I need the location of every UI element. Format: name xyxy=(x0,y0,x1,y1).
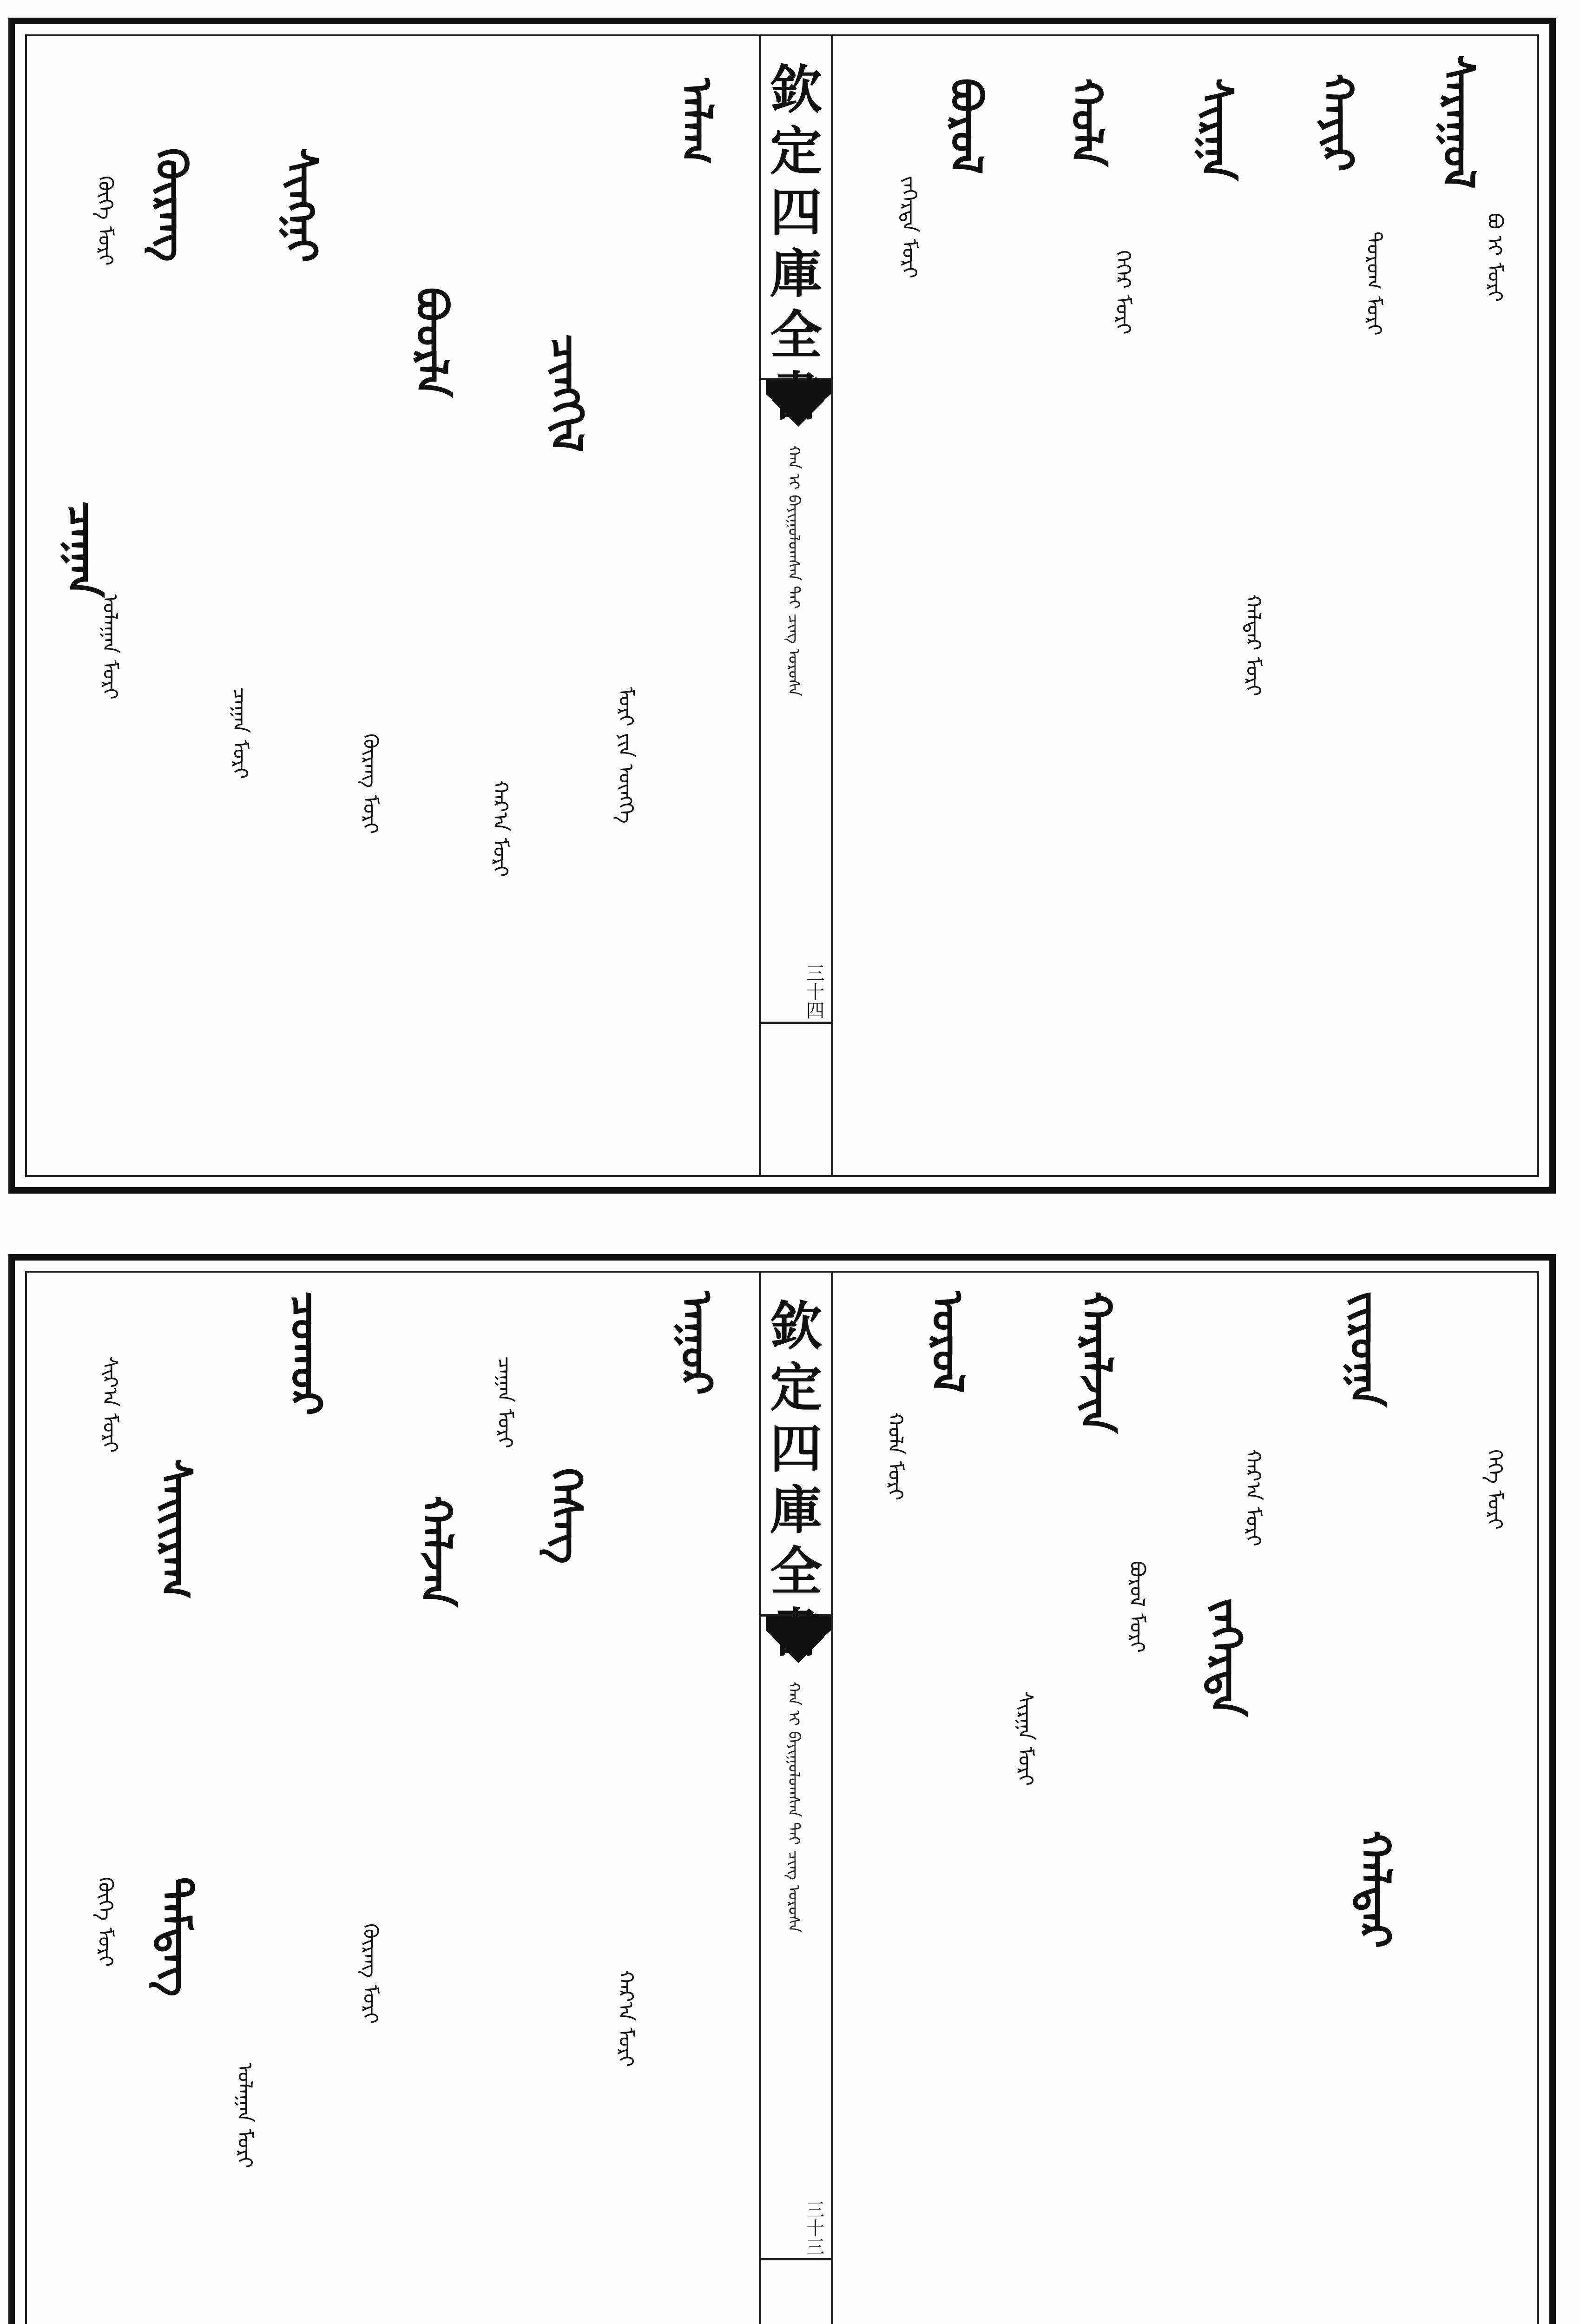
top-page-fold-column xyxy=(759,36,833,1175)
entry-head: ᠰᠢᠷᠭᠠ xyxy=(1192,78,1242,181)
fold-title-char: 欽 xyxy=(770,1296,822,1357)
entry-gloss: ᠬᠠᠷ᠎ᠠ ᠮᠤᠷᠢ xyxy=(488,780,512,877)
entry-gloss: ᠴᠠᠭᠠᠨ ᠮᠤᠷᠢ xyxy=(493,1356,517,1448)
entry-head: ᠬᠤᠯᠠ xyxy=(1062,78,1112,167)
fold-title-char: 欽 xyxy=(770,59,822,120)
entry-gloss: ᠤᠯᠠᠭᠠᠨ ᠮᠤᠷᠢ xyxy=(233,2063,257,2168)
entry-head: ᠬᠠᠯᠲᠠᠷ xyxy=(1350,1830,1400,1948)
entry-gloss: ᠬᠤᠯᠠ ᠮᠤᠷᠢ xyxy=(883,1412,907,1500)
fish-tail-ornament xyxy=(766,1617,831,1668)
fold-title-char: 定 xyxy=(770,1357,822,1418)
fold-title-char: 定 xyxy=(770,121,822,182)
entry-gloss: ᠰᠢᠷᠭᠠ ᠮᠤᠷᠢ xyxy=(1014,1691,1037,1786)
top-fold-page-number: 三十四 xyxy=(803,964,824,1019)
entry-head: ᠪᠤᠷᠤᠯ xyxy=(941,78,991,175)
fold-divider xyxy=(761,1022,831,1024)
entry-head: ᠬᠠᠷᠠᠯᠵᠢᠨ xyxy=(1071,1291,1121,1433)
entry-head: ᠰᠠᠷᠠᠭᠤᠯ xyxy=(1434,55,1483,189)
entry-gloss: ᠬᠦᠬᠡ ᠮᠤᠷᠢ xyxy=(93,176,117,266)
entry-gloss: ᠪᠤ ᠢ ᠮᠤᠷᠢ xyxy=(1483,213,1507,302)
top-fold-text: ᠬᠠᠨ ᠢ ᠪᠠᠶᠢᠭᠤᠯᠤᠭᠰᠠᠨ ᠳᠠᠢ ᠴᠢᠩ ᠤᠷᠤᠰᠠ xyxy=(784,445,803,696)
bottom-fold-page-number: 三十三 xyxy=(803,2200,824,2256)
entry-head: ᠲᠡᠮᠳᠡᠭ xyxy=(151,1877,201,1997)
entry-gloss: ᠬᠡᠭᠡᠷ ᠮᠤᠷᠢ xyxy=(1111,250,1135,335)
fold-title-char: 四 xyxy=(770,182,822,243)
entry-head: ᠴᠢᠩᠭᠢᠯ xyxy=(541,334,591,453)
entry-gloss: ᠬᠠᠷ᠎ᠠ ᠮᠤᠷᠢ xyxy=(614,1970,638,2067)
entry-gloss: ᠰᠢᠷ᠎ᠠ ᠮᠤᠷᠢ xyxy=(98,1356,122,1453)
entry-gloss: ᠮᠤᠷᠢ ᠶᠢᠨ ᠦᠩᠭᠡ xyxy=(614,687,638,824)
fold-title-char: 全 xyxy=(770,1541,822,1602)
entry-gloss: ᠬᠦᠬᠡ ᠮᠤᠷᠢ xyxy=(93,1877,117,1967)
entry-head: ᠴᠠᠭᠠᠨ xyxy=(58,501,108,598)
top-page-inner-border xyxy=(25,34,1539,1177)
entry-gloss: ᠬᠦᠷᠡᠩ ᠮᠤᠷᠢ xyxy=(358,1923,382,2024)
bottom-page-inner-border xyxy=(25,1271,1539,2324)
entry-gloss: ᠬᠦᠷᠡᠩ ᠮᠤᠷᠢ xyxy=(358,733,382,834)
entry-gloss: ᠤᠯᠠᠭᠠᠨ ᠮᠤᠷᠢ xyxy=(98,594,122,700)
entry-head: ᠰᠢᠩᠭ᠋ᠢ xyxy=(276,148,326,263)
entry-head: ᠬᠠᠶᠢᠷ xyxy=(1313,73,1363,172)
entry-head: ᠵᠡᠭᠡᠷᠳᠡ xyxy=(1201,1598,1251,1717)
top-fold-title xyxy=(761,46,831,380)
entry-head: ᠠᠭᠤᠷ xyxy=(672,1291,721,1395)
entry-head: ᠬᠦᠷᠡᠩ xyxy=(146,148,196,262)
entry-gloss: ᠭᠡᠭᠡ ᠮᠤᠷᠢ xyxy=(1483,1449,1507,1530)
entry-gloss: ᠲᠤᠷᠤᠭ ᠮᠤᠷᠢ xyxy=(1362,231,1386,336)
entry-gloss: ᠴᠠᠭᠠᠨ ᠮᠤᠷᠢ xyxy=(228,687,252,779)
fold-title-char: 庫 xyxy=(770,1480,822,1541)
fold-title-char: 全 xyxy=(770,305,822,366)
fish-tail-ornament xyxy=(766,380,831,431)
bottom-page xyxy=(8,1254,1556,2324)
entry-head: ᠠᠯᠠᠭ xyxy=(672,78,721,165)
bottom-fold-text: ᠬᠠᠨ ᠢ ᠪᠠᠶᠢᠭᠤᠯᠤᠭᠰᠠᠨ ᠳᠠᠢ ᠴᠢᠩ ᠤᠷᠤᠰᠠ xyxy=(784,1682,803,1933)
entry-head: ᠪᠤᠤᠷᠯᠠ xyxy=(407,287,456,398)
entry-gloss: ᠪᠤᠷᠤᠯ ᠮᠤᠷᠢ xyxy=(1125,1561,1149,1653)
entry-head: ᠵᠢᠷᠤᠭᠠ xyxy=(1341,1291,1390,1407)
entry-gloss: ᠬᠠᠯᠲᠠᠷ ᠮᠤᠷᠢ xyxy=(1241,594,1265,696)
fold-title-char: 庫 xyxy=(770,244,822,304)
entry-gloss: ᠬᠠᠷ᠎ᠠ ᠮᠤᠷᠢ xyxy=(1241,1449,1265,1546)
fold-title-char: 四 xyxy=(770,1419,822,1479)
top-page xyxy=(8,18,1556,1194)
entry-head: ᠤᠷᠤᠯ xyxy=(922,1291,972,1393)
entry-gloss: ᠵᠡᠭᠡᠷᠳᠡ ᠮᠤᠷᠢ xyxy=(897,176,921,278)
bottom-page-fold-column xyxy=(759,1273,833,2324)
bottom-fold-title xyxy=(761,1282,831,1617)
fold-divider xyxy=(761,2258,831,2260)
entry-head: ᠴᠤᠬᠤᠷ xyxy=(281,1291,331,1416)
entry-head: ᠬᠠᠯᠵᠠᠨ xyxy=(411,1496,461,1607)
entry-head: ᠬᠡᠰᠡᠭ xyxy=(541,1468,591,1564)
entry-head: ᠰᠠᠢᠢᠷᠠᠭ xyxy=(151,1459,201,1599)
